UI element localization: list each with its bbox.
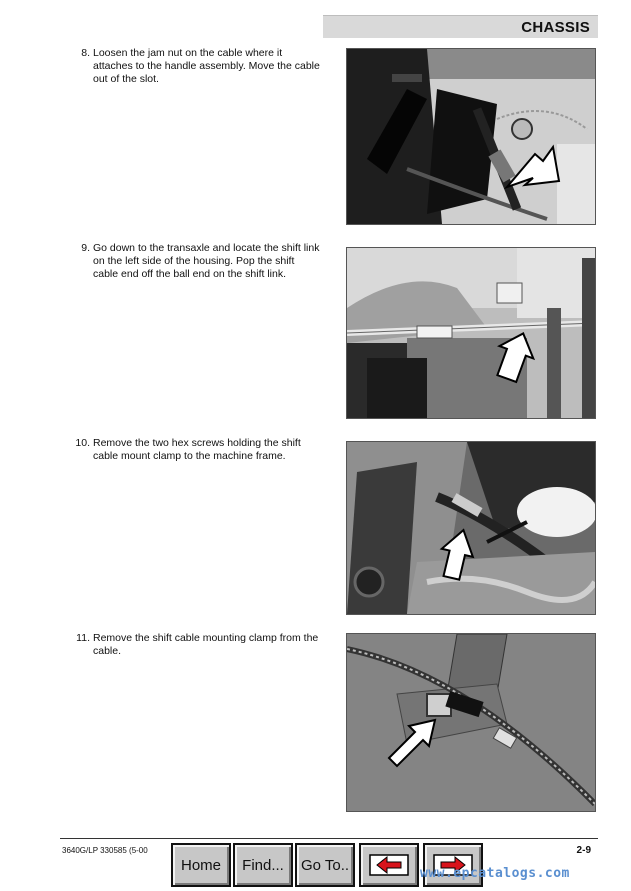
watermark-text: www.epcatalogs.com (420, 866, 570, 881)
step-text: Remove the two hex screws holding the shift cable mount clamp to the machine frame. (93, 437, 301, 462)
red-arrow-left-icon (369, 854, 409, 876)
photo-cable-mount-clamp-screws (346, 441, 596, 615)
footer-rule (60, 838, 598, 839)
goto-button[interactable]: Go To.. (295, 843, 355, 887)
section-header-band (323, 15, 598, 38)
home-button[interactable]: Home (171, 843, 231, 887)
step-number: 9. (81, 242, 90, 254)
step-number: 8. (81, 47, 90, 59)
section-title: CHASSIS (521, 19, 590, 36)
step-number: 10. (75, 437, 90, 449)
step-number: 11. (76, 632, 90, 644)
step-text: Remove the shift cable mounting clamp from the cable. (93, 632, 319, 657)
find-button[interactable]: Find... (233, 843, 293, 887)
photo-shift-cable-mounting-clamp (346, 633, 596, 812)
footer-page-number: 2-9 (576, 845, 591, 856)
previous-page-button[interactable] (359, 843, 419, 887)
step-text: Go down to the transaxle and locate the shift link on the left side of the housing. Pop the shift cable end off the ball end on the shift link. (93, 242, 320, 280)
step-text: Loosen the jam nut on the cable where it attaches to the handle assembly. Move the cable out of the slot. (93, 47, 320, 85)
photo-handle-cable-jam-nut (346, 48, 596, 225)
footer-doc-id: 3640G/LP 330585 (5-00 (62, 846, 148, 855)
photo-transaxle-shift-link (346, 247, 596, 419)
